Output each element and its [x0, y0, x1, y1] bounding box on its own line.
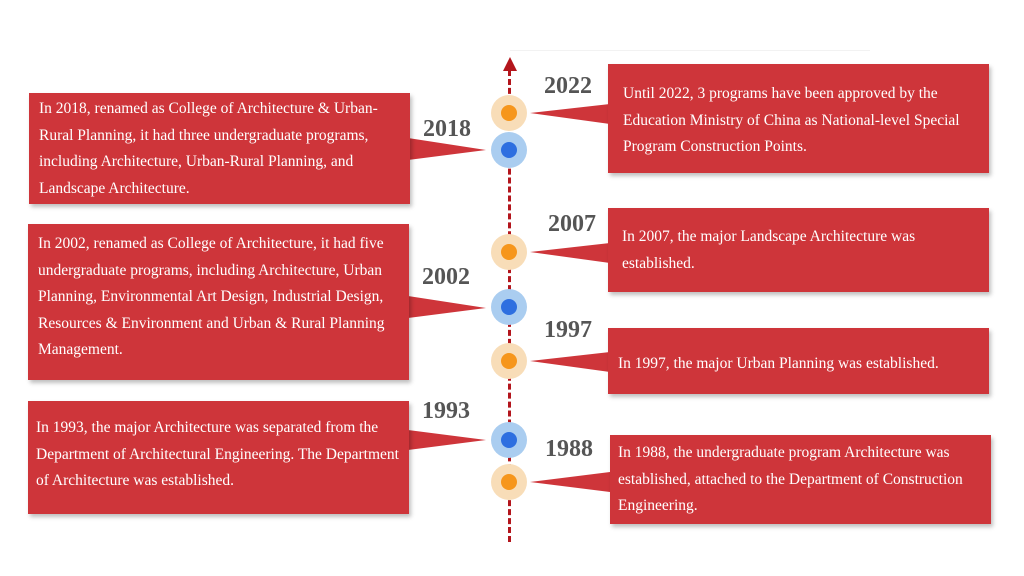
event-box-2002: In 2002, renamed as College of Architecture, it had five undergraduate programs, including Architecture, Urban Planning, Environmental Art Design, Industrial Design, Resources & Environment and Urban & Rural Planning Management.: [28, 224, 409, 380]
timeline-arrow-head: [503, 57, 517, 71]
node-1993: [491, 422, 527, 458]
event-box-2022: Until 2022, 3 programs have been approved by the Education Ministry of China as National-level Special Program Construction Points.: [608, 64, 989, 173]
node-1988: [491, 464, 527, 500]
pointer-2022: [530, 104, 610, 124]
pointer-2002: [408, 296, 486, 318]
year-label-2022: 2022: [544, 73, 592, 99]
year-label-2018: 2018: [423, 116, 471, 142]
pointer-2007: [530, 243, 610, 263]
year-label-2002: 2002: [422, 264, 470, 290]
pointer-1997: [530, 352, 610, 372]
event-box-2018: In 2018, renamed as College of Architecture & Urban-Rural Planning, it had three undergraduate programs, including Architecture, Urban-Rural Planning, and Landscape Architecture.: [29, 93, 410, 204]
year-label-1997: 1997: [544, 317, 592, 343]
node-2002: [491, 289, 527, 325]
event-box-2007: In 2007, the major Landscape Architecture was established.: [608, 208, 989, 292]
event-box-1993: In 1993, the major Architecture was separated from the Department of Architectural Engineering. The Department of Architecture was established.: [28, 401, 409, 514]
pointer-1988: [530, 472, 610, 492]
node-2007: [491, 234, 527, 270]
year-label-1993: 1993: [422, 398, 470, 424]
event-box-1997: In 1997, the major Urban Planning was established.: [608, 328, 989, 394]
event-box-1988: In 1988, the undergraduate program Architecture was established, attached to the Department of Construction Engineering.: [610, 435, 991, 524]
node-2022: [491, 95, 527, 131]
year-label-1988: 1988: [545, 436, 593, 462]
node-1997: [491, 343, 527, 379]
pointer-1993: [408, 430, 486, 450]
year-label-2007: 2007: [548, 211, 596, 237]
node-2018: [491, 132, 527, 168]
